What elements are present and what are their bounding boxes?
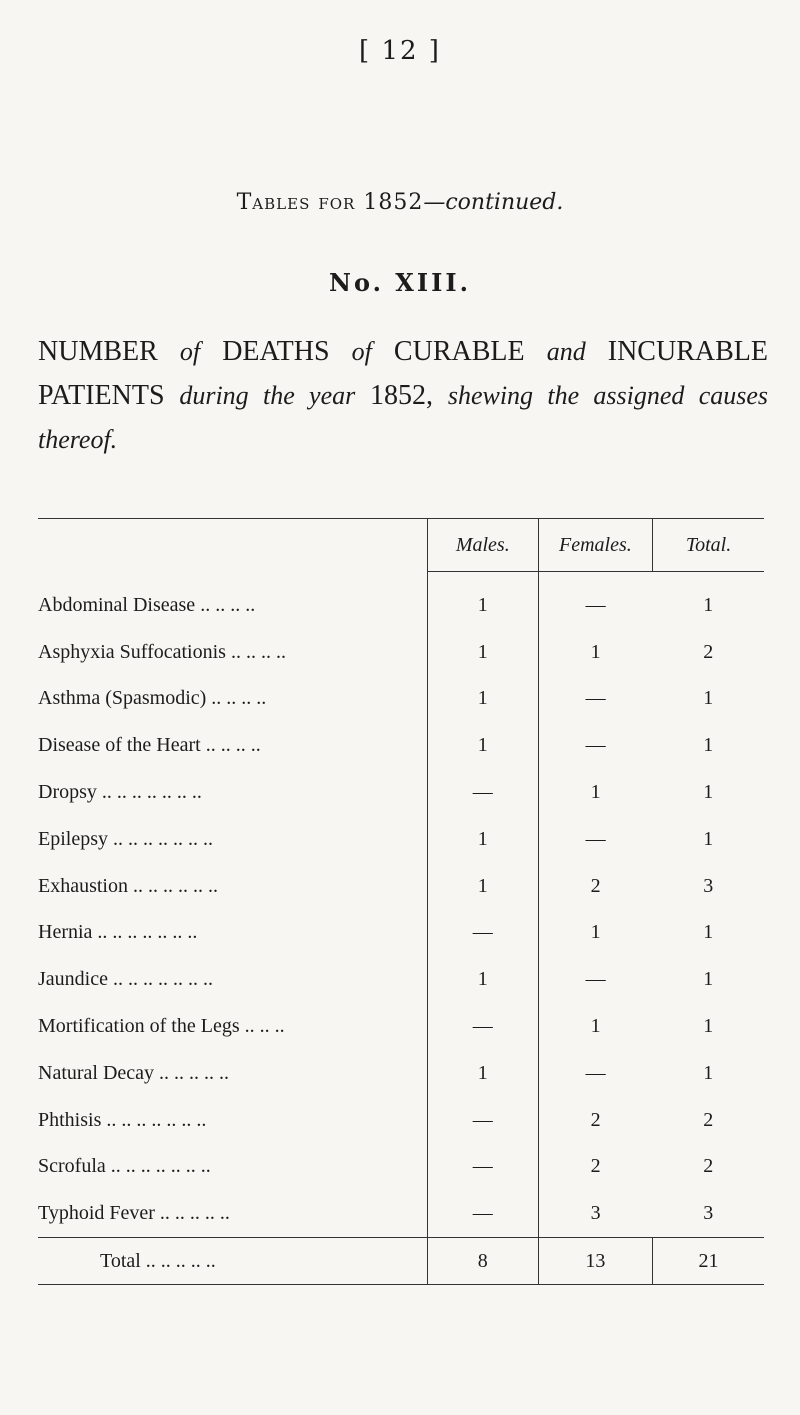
total-label-cell: Total .. .. .. .. .. xyxy=(38,1238,427,1285)
cause-cell: Natural Decay .. .. .. .. .. xyxy=(38,1061,230,1084)
table-body xyxy=(38,572,764,1285)
cause-cell: Epilepsy .. .. .. .. .. .. .. xyxy=(38,827,213,850)
females-cell: 2 xyxy=(538,1097,652,1144)
total-cell: 1 xyxy=(703,968,714,991)
heading-part: and xyxy=(546,337,586,366)
total-cell: 1 xyxy=(703,687,714,710)
header-females: Females. xyxy=(538,519,652,572)
cause-cell: Phthisis .. .. .. .. .. .. .. xyxy=(38,1108,207,1131)
total-males-cell: 8 xyxy=(427,1238,538,1285)
table-number: No. XIII. xyxy=(329,268,471,297)
total-cell: 2 xyxy=(703,1108,714,1131)
table-row xyxy=(38,722,764,769)
males-cell: — xyxy=(427,1144,538,1191)
males-cell: 1 xyxy=(427,629,538,676)
total-females-cell: 13 xyxy=(538,1238,652,1285)
heading-part: shewing the assigned causes thereof. xyxy=(38,381,769,454)
males-cell: 1 xyxy=(427,676,538,723)
heading-part: CURABLE xyxy=(393,336,525,367)
table-row xyxy=(38,1097,764,1144)
males-cell: 1 xyxy=(427,722,538,769)
heading-part: of xyxy=(179,337,201,366)
heading-part: 1852, xyxy=(370,380,434,411)
heading-part: during the year xyxy=(179,381,356,410)
table-header-row xyxy=(38,519,764,572)
males-cell: — xyxy=(427,1097,538,1144)
table-row xyxy=(38,629,764,676)
total-cell: 1 xyxy=(703,593,714,616)
males-cell: 1 xyxy=(427,572,538,629)
total-cell: 2 xyxy=(703,640,714,663)
cause-cell: Disease of the Heart .. .. .. .. xyxy=(38,734,261,757)
total-cell: 3 xyxy=(703,874,714,897)
heading-part: DEATHS xyxy=(222,336,330,367)
males-cell: — xyxy=(427,1190,538,1237)
header-blank xyxy=(38,519,427,572)
table-row xyxy=(38,1190,764,1237)
females-cell: 1 xyxy=(538,769,652,816)
header-total: Total. xyxy=(653,519,764,572)
females-cell: 1 xyxy=(538,910,652,957)
males-cell: — xyxy=(427,1003,538,1050)
cause-cell: Abdominal Disease .. .. .. .. xyxy=(38,593,256,616)
grand-total-cell: 21 xyxy=(653,1238,764,1285)
total-cell: 3 xyxy=(703,1202,714,1225)
heading-part: INCURABLE PATIENTS xyxy=(38,336,768,411)
cause-cell: Asphyxia Suffocationis .. .. .. .. xyxy=(38,640,286,663)
females-cell: — xyxy=(538,956,652,1003)
table-row xyxy=(38,956,764,1003)
table-row xyxy=(38,816,764,863)
total-cell: 1 xyxy=(703,734,714,757)
cause-cell: Dropsy .. .. .. .. .. .. .. xyxy=(38,781,202,804)
table-row xyxy=(38,769,764,816)
table-row xyxy=(38,910,764,957)
females-cell: — xyxy=(538,722,652,769)
running-title-suffix: —continued. xyxy=(423,190,564,215)
cause-cell: Scrofula .. .. .. .. .. .. .. xyxy=(38,1155,211,1178)
cause-cell: Hernia .. .. .. .. .. .. .. xyxy=(38,921,198,944)
males-cell: — xyxy=(427,910,538,957)
males-cell: — xyxy=(427,769,538,816)
females-cell: — xyxy=(538,572,652,629)
males-cell: 1 xyxy=(427,816,538,863)
table-row xyxy=(38,572,764,629)
cause-cell: Mortification of the Legs .. .. .. xyxy=(38,1015,285,1038)
total-cell: 1 xyxy=(703,827,714,850)
females-cell: 1 xyxy=(538,629,652,676)
females-cell: 2 xyxy=(538,1144,652,1191)
table-row xyxy=(38,863,764,910)
page-number: [ 12 ] xyxy=(359,36,441,66)
deaths-table xyxy=(38,518,764,1285)
table-row xyxy=(38,1144,764,1191)
heading-part: NUMBER xyxy=(38,336,158,367)
table-row xyxy=(38,676,764,723)
females-cell: 1 xyxy=(538,1003,652,1050)
cause-cell: Exhaustion .. .. .. .. .. .. xyxy=(38,874,218,897)
females-cell: — xyxy=(538,816,652,863)
cause-cell: Typhoid Fever .. .. .. .. .. xyxy=(38,1202,230,1225)
total-cell: 2 xyxy=(703,1155,714,1178)
running-title-main: Tables for 1852 xyxy=(236,190,424,215)
heading-part: of xyxy=(351,337,372,366)
total-row xyxy=(38,1238,764,1285)
running-title xyxy=(0,190,800,215)
total-cell: 1 xyxy=(703,1015,714,1038)
females-cell: 2 xyxy=(538,863,652,910)
males-cell: 1 xyxy=(427,863,538,910)
total-cell: 1 xyxy=(703,781,714,804)
males-cell: 1 xyxy=(427,1050,538,1097)
cause-cell: Asthma (Spasmodic) .. .. .. .. xyxy=(38,687,267,710)
females-cell: — xyxy=(538,1050,652,1097)
cause-cell: Jaundice .. .. .. .. .. .. .. xyxy=(38,968,213,991)
females-cell: — xyxy=(538,676,652,723)
females-cell: 3 xyxy=(538,1190,652,1237)
total-cell: 1 xyxy=(703,921,714,944)
table-row xyxy=(38,1050,764,1097)
total-cell: 1 xyxy=(703,1061,714,1084)
table-row xyxy=(38,1003,764,1050)
table-heading xyxy=(38,330,768,462)
header-males: Males. xyxy=(427,519,538,572)
males-cell: 1 xyxy=(427,956,538,1003)
